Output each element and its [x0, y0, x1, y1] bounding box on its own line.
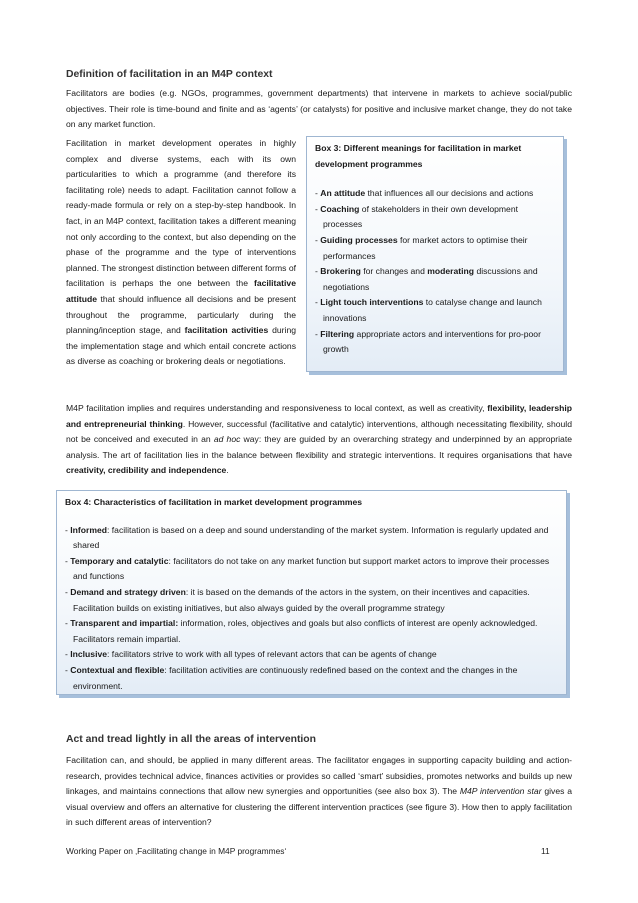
box-4-item: - Informed: facilitation is based on a deep and sound understanding of the market system. Information is regularly updated and shared	[65, 524, 549, 551]
item-term: Informed	[70, 524, 108, 535]
item-text: : facilitation is based on a deep and sound understanding of the market system. Information is regularly updated and shared	[73, 524, 549, 551]
item-text: : it is based on the demands of the actors in the system, on their incentives and capacities. Facilitation builds on existing initiatives, but also always guided by the overall programme strategy	[73, 586, 530, 613]
text-run: Facilitation in market development operates in highly complex and diverse systems, each with its own particularities to which a programme (and therefore its facilitating role) needs to adapt. Facilitation cannot follow a ready-made formula or rely on a step-by-step handbook. In fact, in an M4P context, facilitation takes a different meaning not only according to the context, but also depending on the phase of the programme and the type of interventions planned. The strongest distinction between different forms of facilitation is perhaps the one between the	[66, 138, 296, 289]
footer-title: Working Paper on ‚Facilitating change in M4P programmes‘	[66, 846, 287, 856]
item-text: : facilitators strive to work with all types of relevant actors that can be agents of change	[107, 649, 437, 660]
box-4-item: - Temporary and catalytic: facilitators do not take on any market function but support market actors to improve their processes and functions	[65, 555, 550, 582]
item-term: Demand and strategy driven	[70, 586, 186, 597]
page-number: 11	[541, 846, 550, 856]
item-text: : facilitators do not take on any market function but support market actors to improve their processes and functions	[73, 555, 550, 582]
text-run: Facilitation can, and should, be applied in many different areas. The facilitator engages in supporting capacity building and action-research, provides technical advice, finances activities or provides so called ‘smart’ subsidies, promotes networks and builds up new linkages, and maintains connections that allow new synergies and opportunities (see also box 3). The	[66, 755, 572, 797]
box-3-item: - Filtering appropriate actors and interventions for pro-poor growth	[315, 328, 541, 355]
text-run: .	[226, 465, 229, 476]
item-term: moderating	[427, 266, 475, 277]
text-run-italic: M4P intervention star	[459, 786, 542, 797]
text-run-bold: flexibility, leadership and entrepreneurial thinking	[66, 403, 572, 429]
box-4-item: - Contextual and flexible: facilitation activities are continuously redefined based on the context and the changes in the environment.	[65, 664, 518, 691]
item-term: Guiding processes	[320, 234, 398, 245]
item-term: Filtering	[320, 328, 355, 339]
text-run-bold: creativity, credibility and independence	[66, 465, 227, 476]
box-4-title: Box 4: Characteristics of facilitation in market development programmes	[65, 497, 363, 507]
item-term: Light touch interventions	[320, 297, 424, 308]
box-4-item: - Demand and strategy driven: it is based on the demands of the actors in the system, on their incentives and capacities. Facilitation builds on existing initiatives, but also always guided by the overall programme strategy	[65, 586, 530, 613]
box-3-item: - Light touch interventions to catalyse change and launch innovations	[315, 297, 542, 323]
item-text: appropriate actors and interventions for pro-poor growth	[323, 328, 541, 355]
box-3-title: Box 3: Different meanings for facilitation in market development programmes	[315, 143, 522, 169]
facilitation-paragraph	[66, 136, 296, 370]
text-run-bold: facilitation activities	[184, 325, 269, 336]
text-run-bold: facilitative attitude	[66, 278, 296, 304]
text-run: during the implementation stage and which entail concrete actions as diverse as coaching or brokering deals or negotiations.	[66, 325, 296, 367]
intro-paragraph: Facilitators are bodies (e.g. NGOs, programmes, government departments) that intervene in markets to achieve social/public objectives. Their role is time-bound and finite and as ‘agents’ (or catalysts) for positive and inclusive market change, they do not take on any market function.	[66, 88, 572, 130]
box-3-item: - Coaching of stakeholders in their own development processes	[315, 203, 519, 230]
text-run: way: they are guided by an overarching strategy and underpinned by an appropriate analysis. The art of facilitation lies in the balance between flexibility and strategic interventions. It requires organisations that have	[66, 434, 572, 460]
text-run: . However, successful (facilitative and catalytic) interventions, although necessitating flexibility, should not be conceived and executed in an	[66, 418, 572, 445]
item-text: : facilitation activities are continuously redefined based on the context and the changes in the environment.	[73, 664, 518, 691]
box-3-item: - Brokering for changes and moderating discussions and negotiations	[315, 266, 538, 292]
box-3-item: - Guiding processes for market actors to optimise their performances	[315, 234, 528, 261]
item-text: to catalyse change and launch innovations	[323, 297, 542, 323]
text-run: that should influence all decisions and be present throughout the programme, particularly during the planning/inception stage, and	[66, 293, 296, 336]
box-3	[306, 136, 564, 372]
item-term: Inclusive	[70, 649, 108, 660]
item-text: for changes and	[360, 266, 428, 277]
box-4-item: - Transparent and impartial: information, roles, objectives and goals but also conflicts of interest are openly acknowledged. Facilitators remain impartial.	[65, 618, 538, 644]
item-text: discussions and negotiations	[323, 266, 538, 292]
text-run: gives a visual overview and offers an alternative for clustering the different intervention practices (see figure 3). How then to apply facilitation in such different areas of intervention?	[66, 786, 572, 828]
item-term: An attitude	[320, 188, 366, 199]
item-text: of stakeholders in their own development processes	[323, 203, 519, 230]
item-term: Coaching	[320, 203, 360, 214]
item-text: for market actors to optimise their performances	[323, 234, 528, 261]
m4p-facilitation-paragraph	[66, 401, 572, 479]
item-text: information, roles, objectives and goals but also conflicts of interest are openly acknowledged. Facilitators remain impartial.	[73, 618, 538, 644]
item-term: Temporary and catalytic	[70, 555, 169, 566]
section-heading: Definition of facilitation in an M4P context	[66, 69, 273, 80]
item-text: that influences all our decisions and actions	[365, 188, 534, 199]
box-4	[56, 490, 567, 695]
text-run: M4P facilitation implies and requires understanding and responsiveness to local context, as well as creativity,	[66, 403, 488, 413]
section-heading-2: Act and tread lightly in all the areas of intervention	[66, 734, 316, 745]
item-term: Transparent and impartial:	[70, 618, 179, 629]
box-4-item: - Inclusive: facilitators strive to work with all types of relevant actors that can be agents of change	[65, 649, 437, 660]
item-term: Contextual and flexible	[70, 664, 165, 675]
intervention-paragraph	[66, 753, 572, 831]
item-term: Brokering	[320, 266, 361, 277]
box-3-item: - An attitude that influences all our decisions and actions	[315, 188, 534, 199]
text-run-italic: ad hoc	[213, 434, 241, 445]
